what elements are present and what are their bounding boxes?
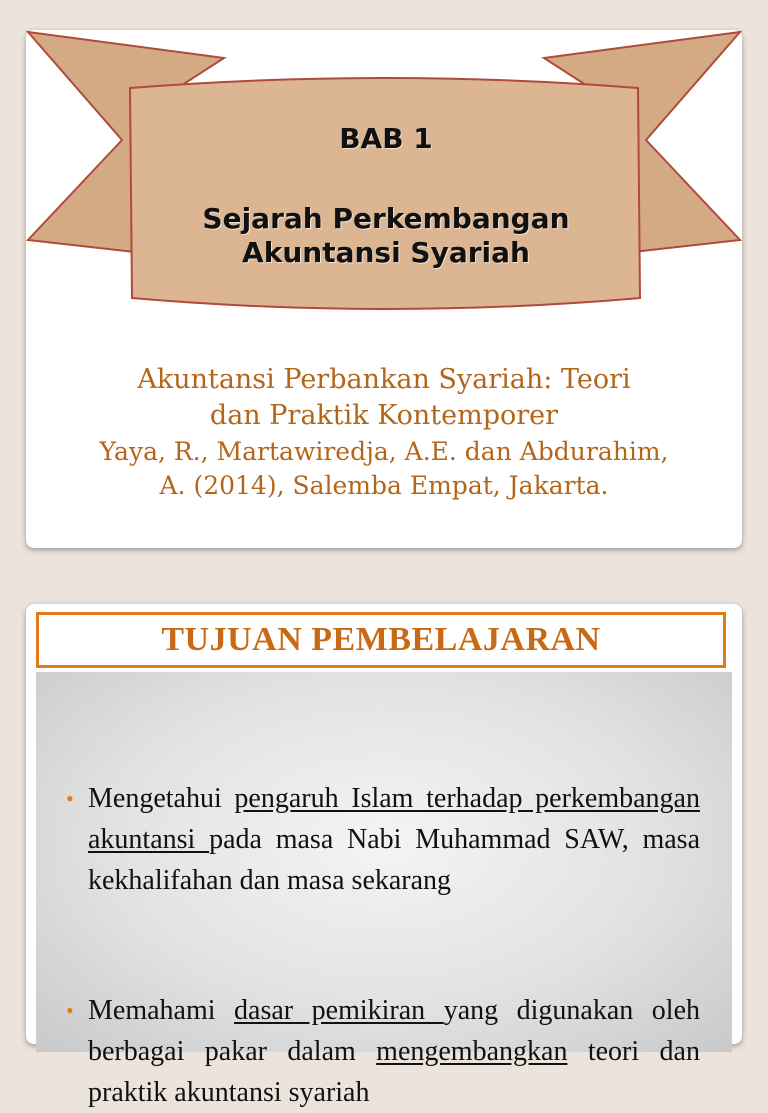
objectives-slide bbox=[26, 604, 742, 1108]
bullet-dot-icon: • bbox=[66, 786, 74, 811]
book-title bbox=[46, 362, 722, 434]
heading-box bbox=[36, 612, 726, 668]
text-run: Memahami bbox=[88, 995, 235, 1026]
chapter-title-line2: Akuntansi Syariah bbox=[242, 236, 530, 269]
chapter-label: BAB 1 bbox=[339, 122, 433, 155]
book-title-line2: dan Praktik Kontemporer bbox=[209, 400, 559, 431]
ribbon-banner bbox=[26, 30, 742, 330]
text-run: yang digunakan oleh berbagai pakar dalam bbox=[88, 995, 700, 1067]
slide-heading: TUJUAN PEMBELAJARAN bbox=[161, 621, 601, 658]
chapter-title-line1: Sejarah Perkembangan bbox=[202, 202, 570, 235]
text-run: Mengetahui bbox=[88, 783, 235, 814]
chapter-title bbox=[136, 202, 636, 270]
objective-item bbox=[66, 778, 700, 901]
text-run: pada masa Nabi Muhammad SAW, masa kekhalifahan dan masa sekarang bbox=[88, 824, 700, 896]
book-citation-line1: Yaya, R., Martawiredja, A.E. dan Abdurahim, bbox=[99, 437, 669, 466]
book-title-line1: Akuntansi Perbankan Syariah: Teori bbox=[137, 364, 631, 395]
objective-item bbox=[66, 990, 700, 1113]
book-citation bbox=[46, 435, 722, 503]
underlined-text: dasar pemikiran bbox=[234, 995, 444, 1026]
objective-text bbox=[66, 990, 700, 1113]
title-slide bbox=[26, 30, 742, 548]
underlined-text: mengembangkan bbox=[376, 1036, 568, 1067]
objective-text bbox=[66, 778, 700, 901]
text-run: teori dan praktik akuntansi syariah bbox=[88, 1036, 700, 1108]
bullet-dot-icon: • bbox=[66, 998, 74, 1023]
ribbon-main bbox=[130, 78, 640, 309]
content-panel bbox=[36, 672, 732, 1108]
underlined-text: pengaruh Islam terhadap perkembangan akuntansi bbox=[88, 783, 700, 855]
book-citation-line2: A. (2014), Salemba Empat, Jakarta. bbox=[159, 471, 609, 500]
